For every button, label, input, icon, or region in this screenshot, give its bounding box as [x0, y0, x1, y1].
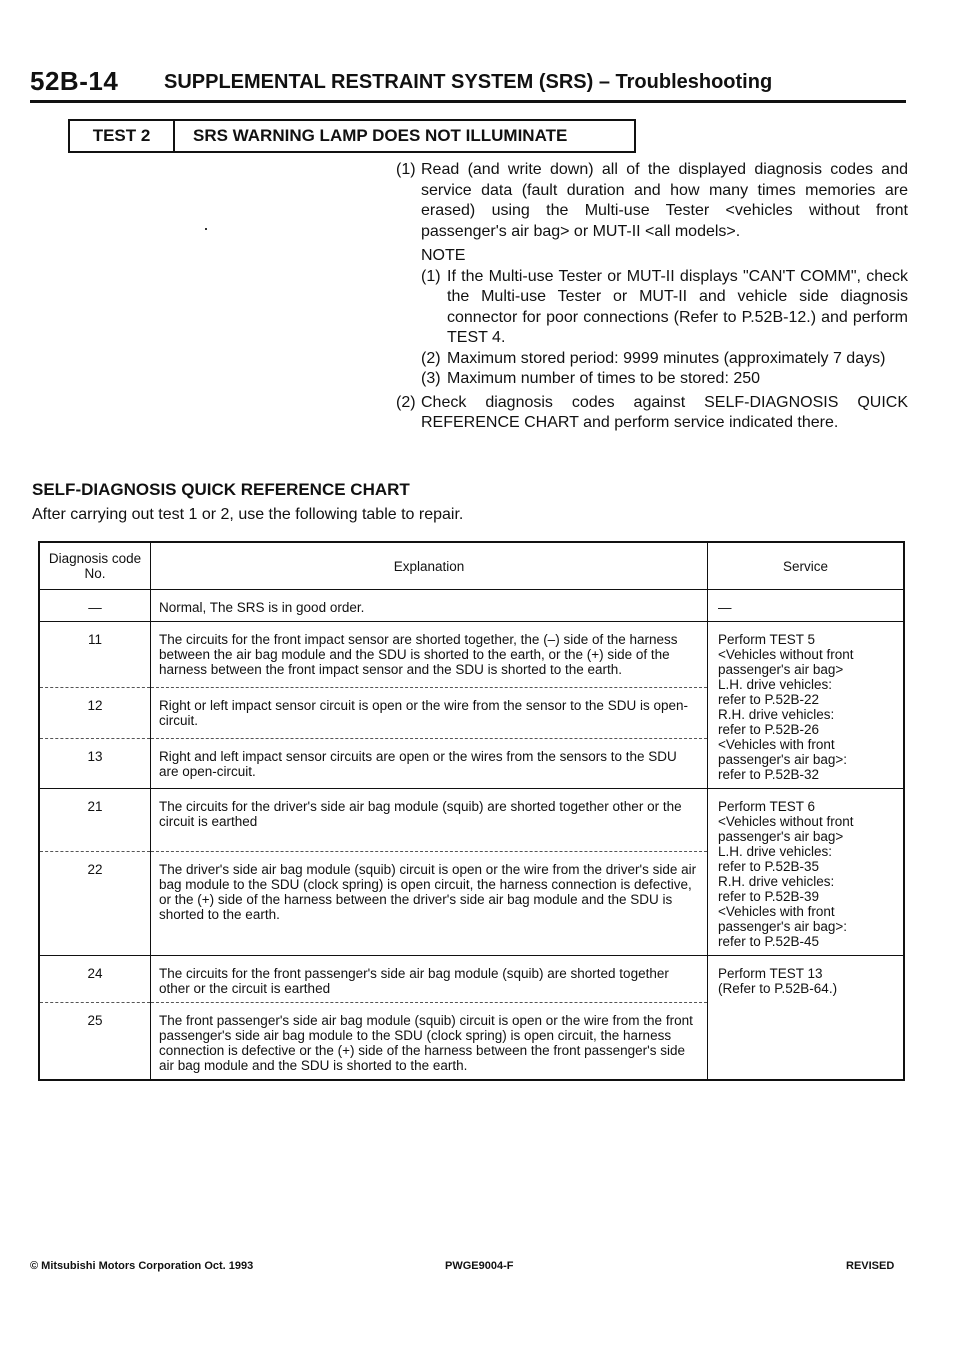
service-line: (Refer to P.52B-64.) — [718, 981, 838, 996]
test-title: SRS WARNING LAMP DOES NOT ILLUMINATE — [193, 126, 568, 145]
test-heading-box — [68, 119, 636, 153]
service-line: refer to P.52B-26 — [718, 722, 820, 737]
code-cell: 11 — [39, 622, 151, 688]
code-cell: 24 — [39, 956, 151, 1003]
service-line: R.H. drive vehicles: — [718, 874, 835, 889]
explanation-cell: Normal, The SRS is in good order. — [151, 590, 708, 622]
note-label: NOTE — [421, 247, 466, 264]
code-cell: 13 — [39, 738, 151, 788]
code-cell: — — [88, 600, 102, 615]
header-divider — [30, 100, 906, 103]
procedure-steps — [396, 160, 908, 434]
note-text: If the Multi-use Tester or MUT-II displays "CAN'T COMM", check the Multi-use Tester or MUT-II and vehicle side diagnosis connector for poor connections (Refer to P.52B-12.) and perform TEST 4. — [447, 267, 908, 346]
note-number: (1) — [421, 267, 441, 285]
service-line: Perform TEST 13 — [718, 966, 823, 981]
note-number: (3) — [421, 370, 441, 387]
footer-copyright: © Mitsubishi Motors Corporation Oct. 1993 — [30, 1260, 254, 1272]
code-cell: 22 — [39, 852, 151, 956]
service-line: Perform TEST 5 — [718, 632, 816, 647]
footer-status: REVISED — [846, 1260, 895, 1272]
step-text: Check diagnosis codes against SELF-DIAGNOSIS QUICK REFERENCE CHART and perform service indicated there. — [421, 393, 908, 431]
service-line: L.H. drive vehicles: — [718, 677, 833, 692]
page-number: 52B-14 — [30, 66, 119, 96]
service-cell — [708, 956, 905, 1081]
column-header-code: Diagnosis code No. — [39, 542, 151, 590]
service-line: refer to P.52B-45 — [718, 934, 820, 949]
stray-mark — [205, 228, 207, 230]
note-item — [421, 369, 908, 390]
table-row — [39, 789, 904, 852]
service-line: <Vehicles without front — [718, 814, 854, 829]
test-label: TEST 2 — [70, 121, 175, 151]
service-line: R.H. drive vehicles: — [718, 707, 835, 722]
note-text: Maximum number of times to be stored: 250 — [447, 370, 761, 387]
service-line: passenger's air bag>: — [718, 919, 848, 934]
service-lines — [718, 632, 895, 782]
table-row — [39, 622, 904, 688]
explanation-cell: The circuits for the front impact sensor are shorted together, the (–) side of the harness between the air bag module and the SDU is shorted to the earth, or the (+) side of the harness between the front impact sensor and the SDU is shorted to the earth. — [151, 622, 708, 688]
table-row — [39, 590, 904, 622]
service-line: L.H. drive vehicles: — [718, 844, 833, 859]
section-intro: After carrying out test 1 or 2, use the following table to repair. — [32, 506, 464, 523]
service-line: passenger's air bag> — [718, 829, 844, 844]
explanation-cell: Right and left impact sensor circuits are open or the wires from the sensors to the SDU are open-circuit. — [151, 738, 708, 788]
explanation-cell: The circuits for the front passenger's side air bag module (squib) are shorted together other or the circuit is earthed — [151, 956, 708, 1003]
section-title: SELF-DIAGNOSIS QUICK REFERENCE CHART — [32, 480, 410, 499]
code-cell: 25 — [39, 1003, 151, 1081]
service-line: passenger's air bag>: — [718, 752, 848, 767]
service-line: refer to P.52B-39 — [718, 889, 820, 904]
column-header-explanation: Explanation — [151, 542, 708, 590]
service-cell — [708, 789, 905, 956]
service-line: <Vehicles with front — [718, 737, 835, 752]
note-number: (2) — [421, 349, 441, 367]
table-row — [39, 956, 904, 1003]
service-line: refer to P.52B-22 — [718, 692, 820, 707]
explanation-cell: The front passenger's side air bag module (squib) circuit is open or the wire from the front passenger's side air bag module to the SDU (clock spring) is open circuit, the harness connection is defective or the (+) side of the harness between the front passenger's side air bag module and the SDU is shorted to the earth. — [151, 1003, 708, 1081]
code-cell: 21 — [39, 789, 151, 852]
explanation-cell: The driver's side air bag module (squib) circuit is open or the wire from the driver's side air bag module to the SDU (clock spring) is open circuit, the harness connection is defective, or the (+) side of the harness between the driver's side air bag module and the SDU is shorted to the earth. — [151, 852, 708, 956]
service-line: passenger's air bag> — [718, 662, 844, 677]
service-lines — [718, 966, 895, 996]
note-text: Maximum stored period: 9999 minutes (approximately 7 days) — [447, 349, 886, 367]
step-text: Read (and write down) all of the displayed diagnosis codes and service data (fault duration and how many times memories are erased) using the Multi-use Tester <vehicles without front passenger's air bag> or MUT-II <all models>. — [421, 161, 908, 240]
step-number: (2) — [396, 393, 416, 411]
table-header-row — [39, 542, 904, 590]
service-line: refer to P.52B-32 — [718, 767, 820, 782]
note-item — [421, 267, 908, 349]
step-1 — [396, 160, 908, 242]
step-number: (1) — [396, 161, 416, 178]
service-lines — [718, 799, 895, 949]
explanation-cell: Right or left impact sensor circuit is open or the wire from the sensor to the SDU is open-circuit. — [151, 688, 708, 738]
column-header-service: Service — [708, 542, 905, 590]
service-line: <Vehicles without front — [718, 647, 854, 662]
service-line: refer to P.52B-35 — [718, 859, 820, 874]
page-title: SUPPLEMENTAL RESTRAINT SYSTEM (SRS) – Troubleshooting — [164, 71, 773, 93]
explanation-cell: The circuits for the driver's side air bag module (squib) are shorted together other or the circuit is earthed — [151, 789, 708, 852]
service-cell — [708, 622, 905, 789]
step-2 — [396, 393, 908, 434]
footer-doc-code: PWGE9004-F — [445, 1260, 514, 1272]
service-cell: — — [708, 590, 905, 622]
service-line: Perform TEST 6 — [718, 799, 816, 814]
note-item — [421, 349, 908, 370]
quick-reference-table — [38, 541, 905, 1081]
service-line: <Vehicles with front — [718, 904, 835, 919]
code-cell: 12 — [39, 688, 151, 738]
